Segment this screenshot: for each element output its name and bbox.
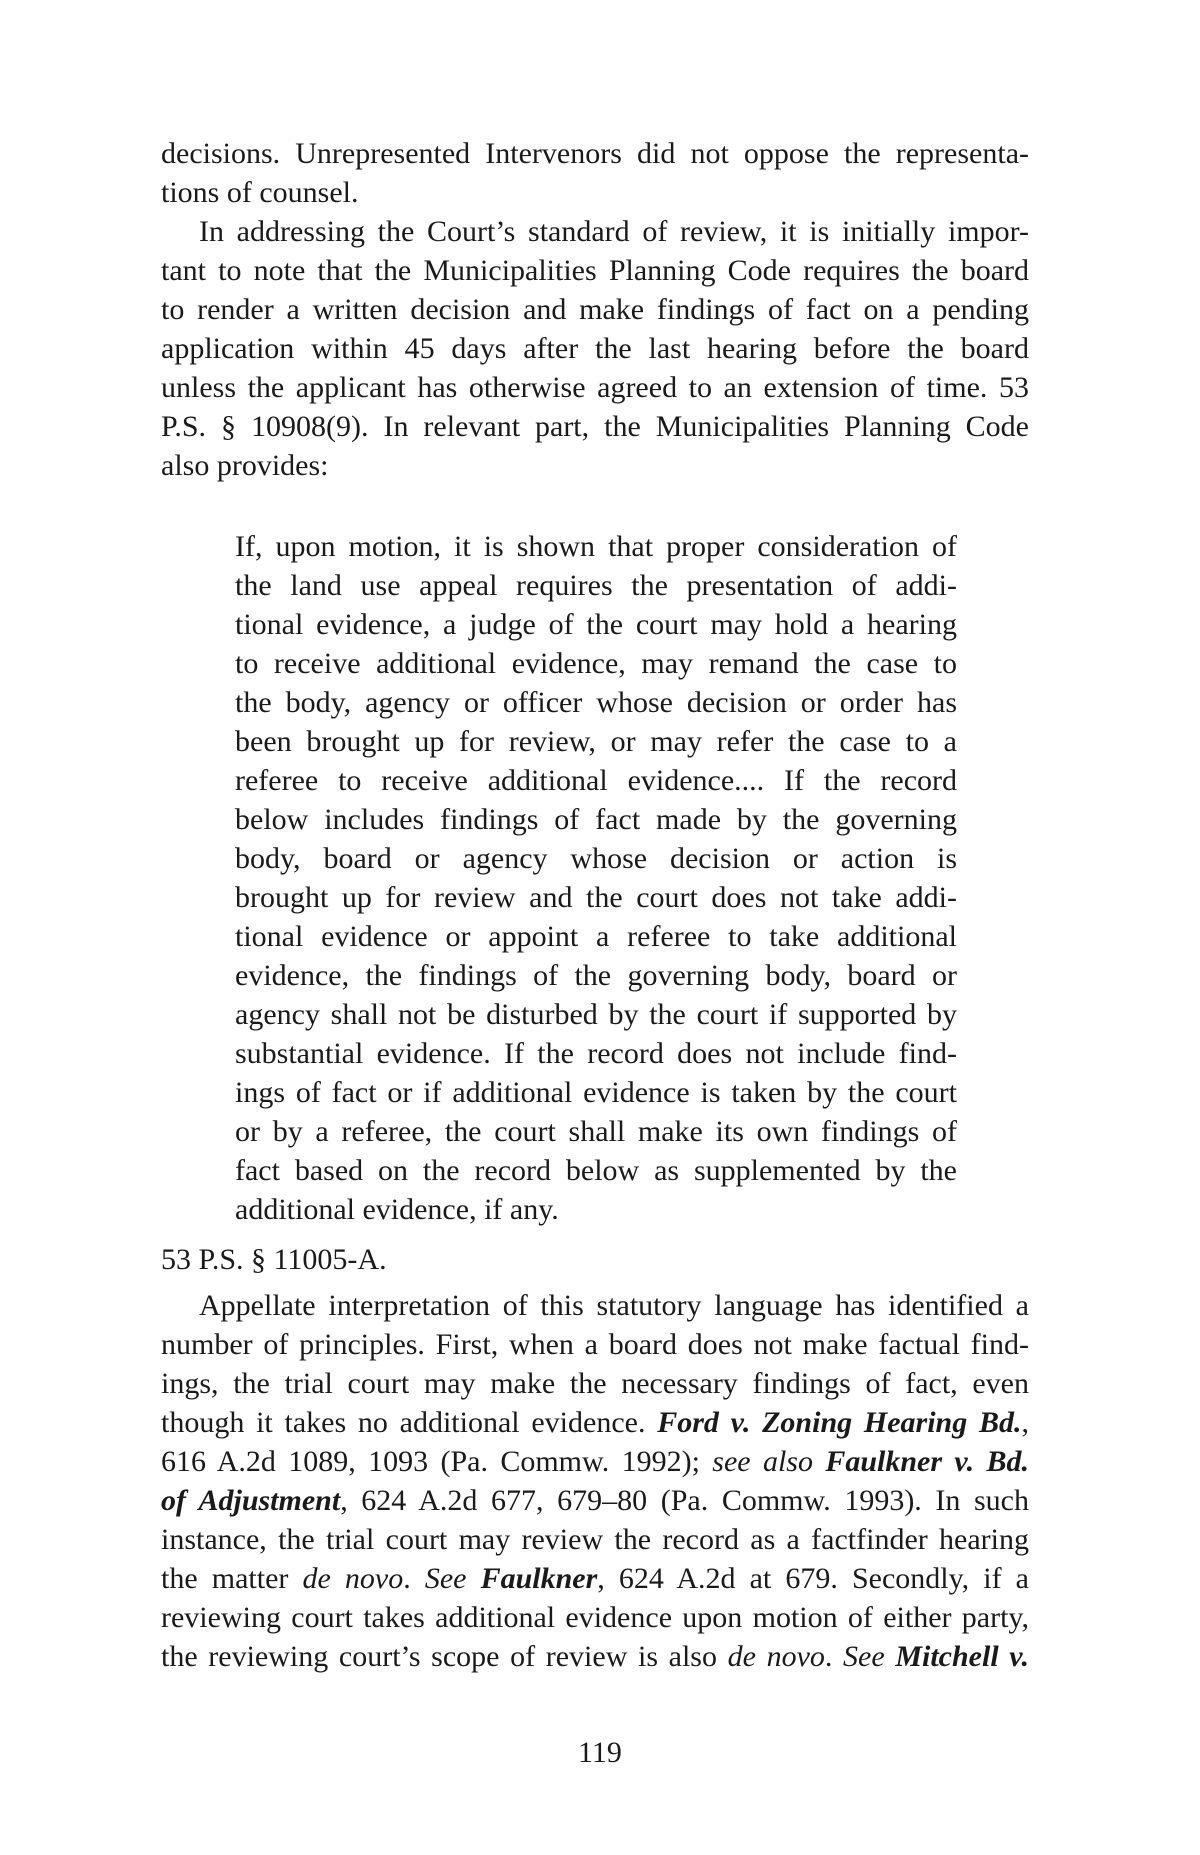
text-line: tant to note that the Municipalities Planning Code requires the board xyxy=(161,254,1029,287)
paragraph-continuation xyxy=(161,134,1029,212)
paragraph-appellate-interpretation xyxy=(161,1286,1029,1676)
text-run: . xyxy=(824,1640,844,1673)
text-line: P.S. § 10908(9). In relevant part, the Municipalities Planning Code xyxy=(161,410,1029,443)
text-line xyxy=(161,1637,1029,1676)
signal-see-also: see also xyxy=(712,1445,813,1478)
case-name-faulkner-cont: of Adjustment xyxy=(161,1484,341,1517)
quote-line: the land use appeal requires the presentation of addi- xyxy=(235,569,957,602)
text-line: decisions. Unrepresented Intervenors did not oppose the representa- xyxy=(161,137,1029,170)
case-name-faulkner: Faulkner v. Bd. xyxy=(825,1445,1029,1478)
block-quote xyxy=(235,527,957,1229)
quote-line: agency shall not be disturbed by the court if supported by xyxy=(235,998,957,1031)
text-line: to render a written decision and make findings of fact on a pending xyxy=(161,293,1029,326)
quote-line: If, upon motion, it is shown that proper consideration of xyxy=(235,530,957,563)
text-line: ings, the trial court may make the necessary findings of fact, even xyxy=(161,1367,1029,1400)
signal-see: See xyxy=(424,1562,467,1595)
text-line xyxy=(161,1403,1029,1442)
de-novo-term: de novo xyxy=(302,1562,404,1595)
text-line: application within 45 days after the last hearing before the board xyxy=(161,332,1029,365)
quote-line: substantial evidence. If the record does not include find- xyxy=(235,1037,957,1070)
text-line: number of principles. First, when a board does not make factual find- xyxy=(161,1328,1029,1361)
text-run xyxy=(885,1640,896,1673)
text-line: tions of counsel. xyxy=(161,176,359,209)
quote-line: referee to receive additional evidence.... If the record xyxy=(235,764,957,797)
statute-citation xyxy=(161,1240,1029,1279)
quote-line: body, board or agency whose decision or action is xyxy=(235,842,957,875)
quote-line: tional evidence or appoint a referee to take additional xyxy=(235,920,957,953)
text-run: 616 A.2d 1089, 1093 (Pa. Commw. 1992); xyxy=(161,1445,713,1478)
quote-line: or by a referee, the court shall make its own findings of xyxy=(235,1115,957,1148)
quote-line: tional evidence, a judge of the court may hold a hearing xyxy=(235,608,957,641)
case-name-ford: Ford v. Zoning Hearing Bd. xyxy=(657,1406,1022,1439)
quote-line: additional evidence, if any. xyxy=(235,1193,559,1226)
text-line: Appellate interpretation of this statutory language has identified a xyxy=(199,1289,1029,1322)
text-run: though it takes no additional evidence. xyxy=(161,1406,658,1439)
text-run: , xyxy=(1021,1406,1029,1439)
page-number: 119 xyxy=(578,1736,622,1769)
de-novo-term: de novo xyxy=(727,1640,825,1673)
text-run: the matter xyxy=(161,1562,303,1595)
quote-line: to receive additional evidence, may remand the case to xyxy=(235,647,957,680)
text-line: reviewing court takes additional evidence upon motion of either party, xyxy=(161,1601,1029,1634)
text-line xyxy=(161,1442,1029,1481)
text-run: , 624 A.2d 677, 679–80 (Pa. Commw. 1993). In such xyxy=(340,1484,1029,1517)
text-line: In addressing the Court’s standard of review, it is initially impor- xyxy=(199,215,1029,248)
text-line xyxy=(161,1481,1029,1520)
text-line: also provides: xyxy=(161,449,329,482)
text-line xyxy=(161,1559,1029,1598)
paragraph-standard-of-review xyxy=(161,212,1029,485)
text-run: the reviewing court’s scope of review is also xyxy=(161,1640,728,1673)
text-run: , 624 A.2d at 679. Secondly, if a xyxy=(597,1562,1030,1595)
quote-line: below includes findings of fact made by the governing xyxy=(235,803,957,836)
citation-text: 53 P.S. § 11005-A. xyxy=(161,1243,387,1276)
text-run xyxy=(813,1445,825,1478)
signal-see: See xyxy=(843,1640,885,1673)
text-run xyxy=(466,1562,480,1595)
case-name-faulkner-short: Faulkner xyxy=(480,1562,598,1595)
quote-line: been brought up for review, or may refer the case to a xyxy=(235,725,957,758)
case-name-mitchell: Mitchell v. xyxy=(895,1640,1029,1673)
text-line: unless the applicant has otherwise agreed to an extension of time. 53 xyxy=(161,371,1029,404)
text-line: instance, the trial court may review the record as a factfinder hearing xyxy=(161,1523,1029,1556)
quote-line: fact based on the record below as supplemented by the xyxy=(235,1154,957,1187)
quote-line: brought up for review and the court does not take addi- xyxy=(235,881,957,914)
text-run: . xyxy=(403,1562,425,1595)
quote-line: the body, agency or officer whose decision or order has xyxy=(235,686,957,719)
quote-line: evidence, the findings of the governing body, board or xyxy=(235,959,957,992)
quote-line: ings of fact or if additional evidence is taken by the court xyxy=(235,1076,957,1109)
